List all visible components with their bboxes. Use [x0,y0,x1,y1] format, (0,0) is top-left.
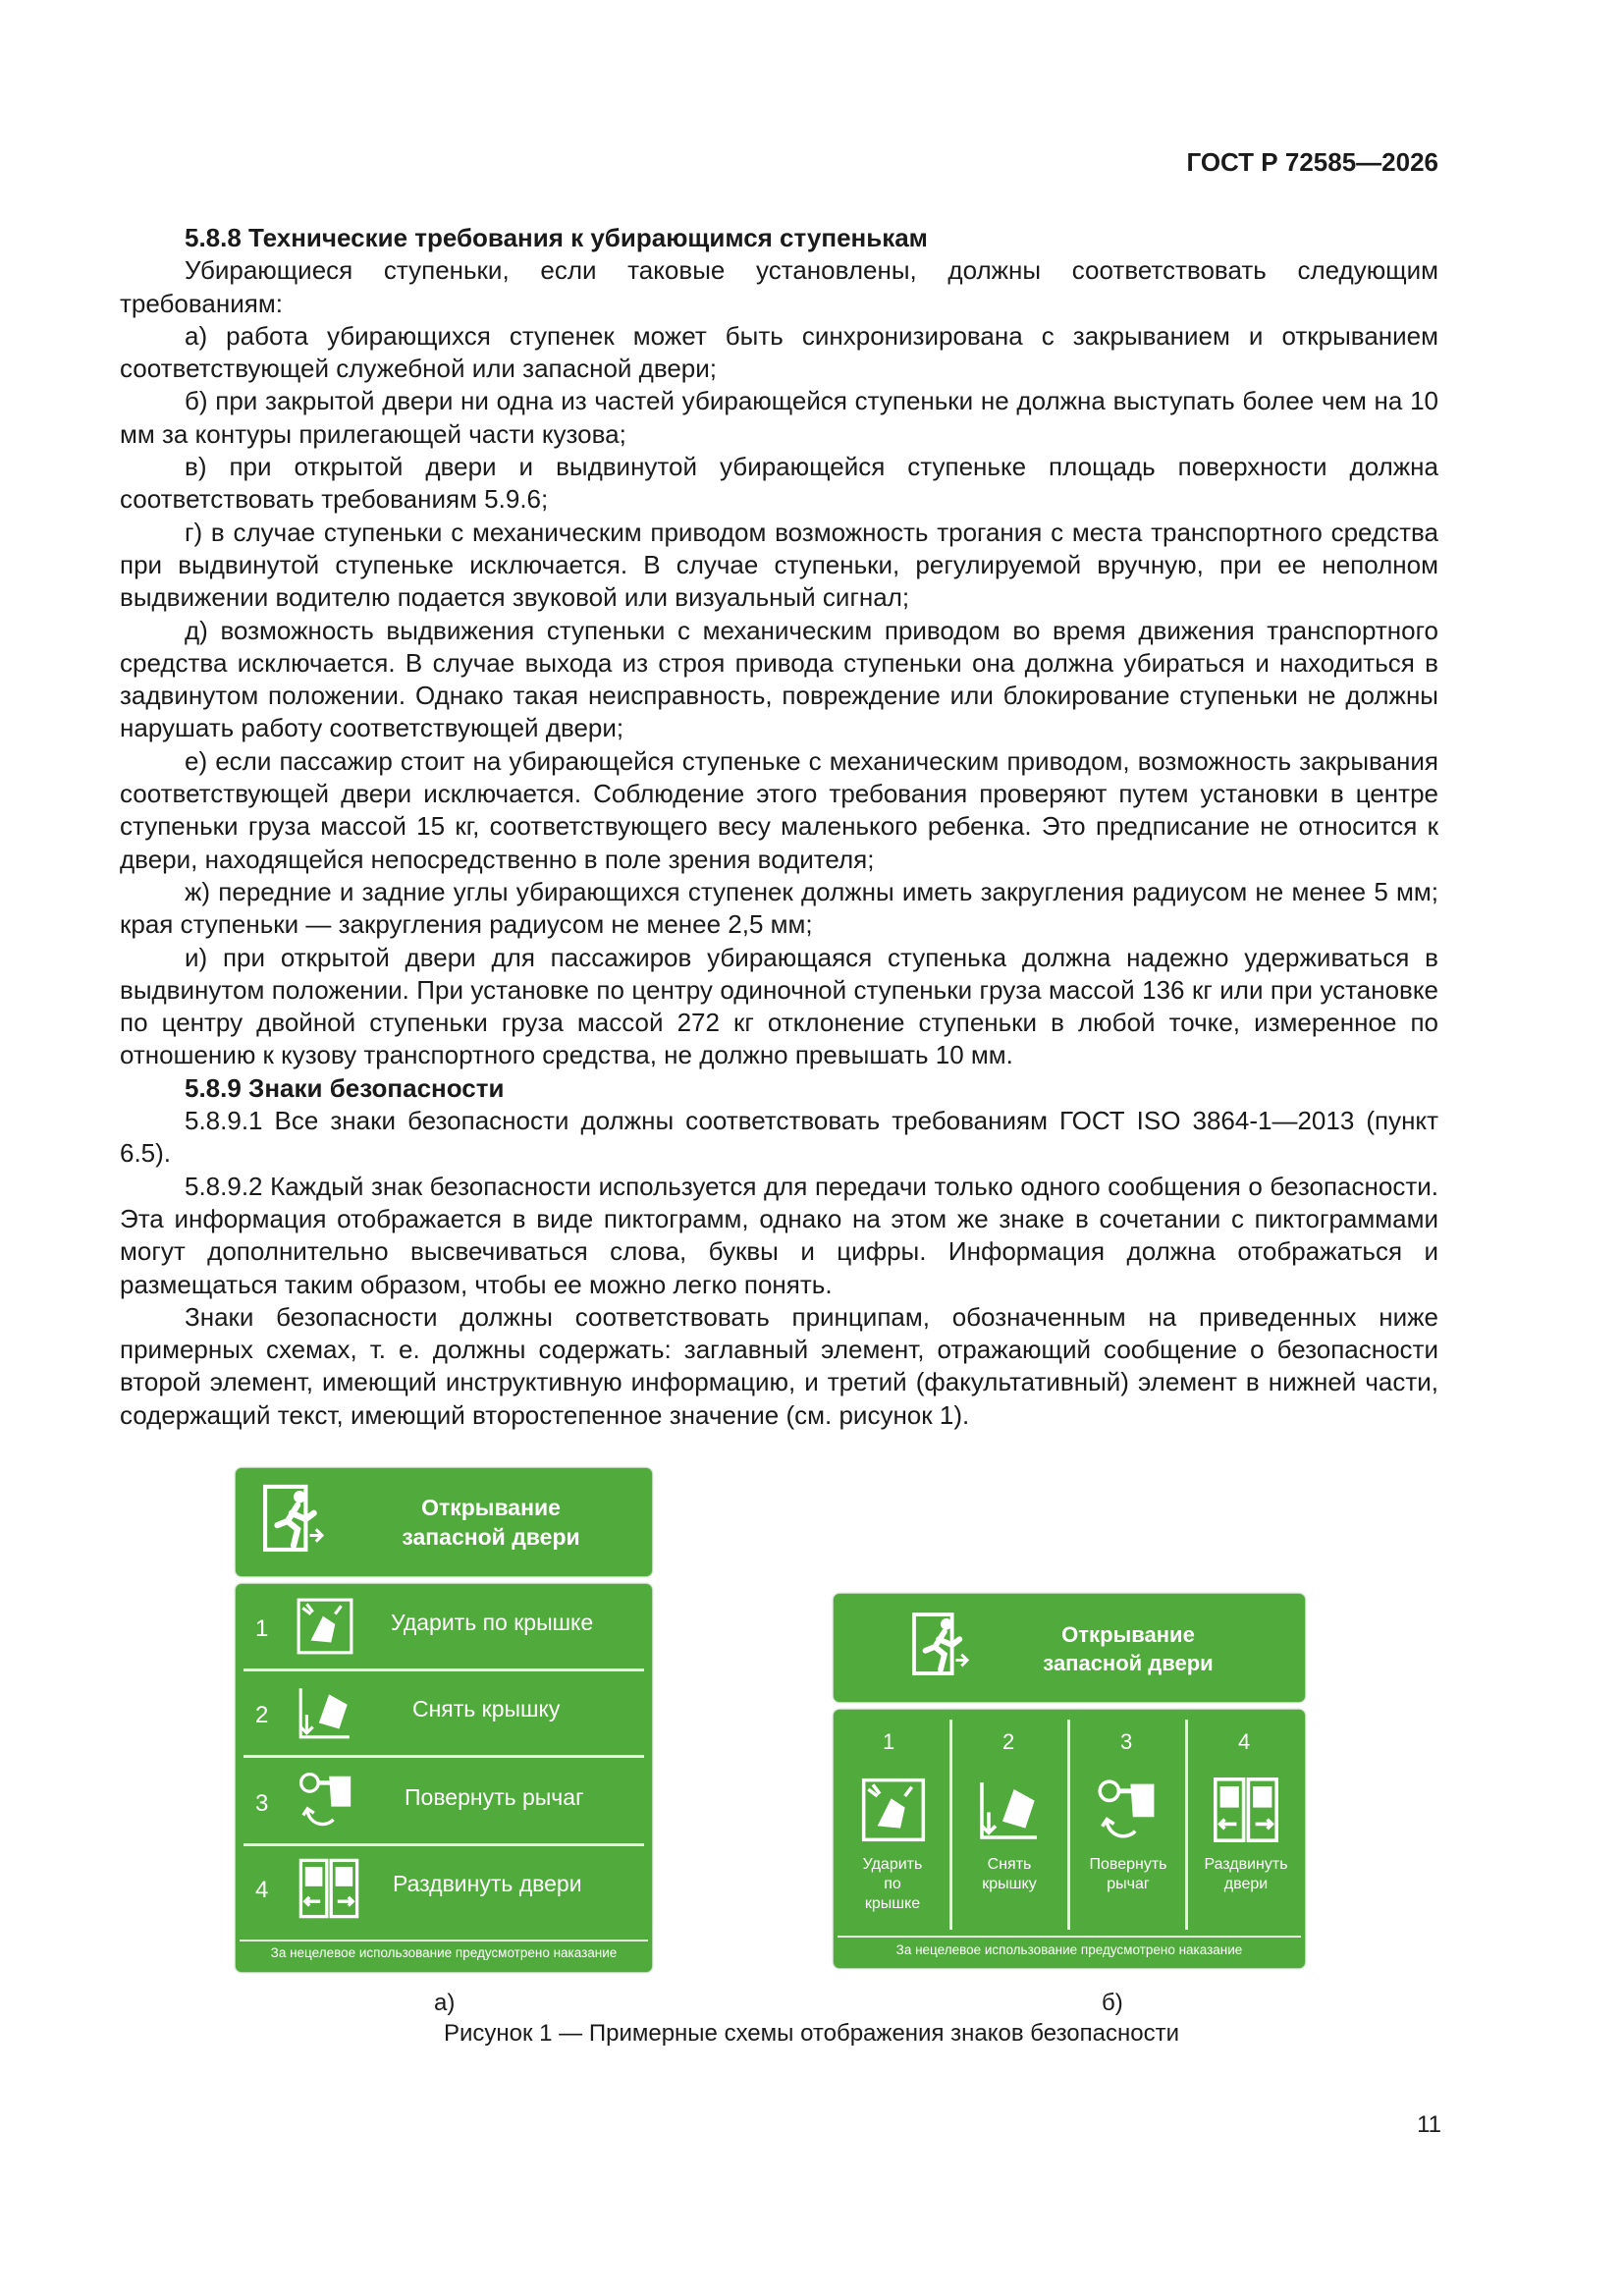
step-number: 1 [255,1615,269,1642]
emergency-exit-icon [263,1480,324,1560]
safety-sign-b [834,1594,1305,1968]
step-label: Раздвинуть двери [393,1871,582,1896]
sign-a-title-line1: Открывание [421,1495,561,1520]
figure-caption: Рисунок 1 — Примерные схемы отображения знаков безопасности [443,2020,1179,2047]
divider [1067,1720,1070,1930]
step-number: 2 [1002,1729,1015,1754]
divider [243,1755,644,1758]
paragraph: е) если пассажир стоит на убирающейся ступеньке с механическим приводом, возможность закрывания соответствующей двери исключается. Соблюдение этого требования проверяют путем установки в центре ступеньки груза массой 15 кг, соответствующего весу маленького ребенка. Это предписание не относится к двери, находящейся непосредственно в поле зрения водителя; [120,745,1438,874]
step-label: Ударить по крышке [862,1856,923,1912]
sign-b-title-block [834,1594,1305,1702]
sign-a-title [353,1494,628,1553]
sign-b-footer: За нецелевое использование предусмотрено наказание [895,1942,1243,1957]
sign-a-footer: За нецелевое использование предусмотрено наказание [270,1945,618,1960]
figure-label-a: а) [434,1990,456,2016]
step-label: Повернуть рычаг [1089,1856,1167,1892]
emergency-exit-icon [912,1608,969,1684]
sign-a-title-line2: запасной двери [402,1523,580,1550]
paragraph: а) работа убирающихся ступенек может быть синхронизирована с закрыванием и открыванием соответствующей служебной или запасной двери; [120,320,1438,384]
sign-b-steps-block [834,1710,1305,1968]
step-label: Повернуть рычаг [405,1784,584,1810]
divider [949,1720,952,1930]
footer-divider [240,1940,648,1941]
paragraph: и) при открытой двери для пассажиров убирающаяся ступенька должна надежно удерживаться в выдвинутом положении. При установке по центру одиночной ступеньки груза массой 136 кг или при установке по центру двойной ступеньки груза массой 272 кг отклонение ступеньки в любой точке, измеренное по отношению к кузову транспортного средства, не должно превышать 10 мм. [120,942,1438,1070]
hammer-hand-icon [859,1775,928,1845]
paragraph: в) при открытой двери и выдвинутой убирающейся ступеньке площадь поверхности должна соответствовать требованиям 5.9.6; [120,452,1438,515]
heading-5-8-8: 5.8.8 Технические требования к убирающимся ступенькам [185,223,928,252]
step-label: Снять крышку [982,1856,1037,1892]
step-number: 4 [1238,1729,1251,1754]
document-code: ГОСТ Р 72585—2026 [1186,147,1438,177]
sign-b-title [1001,1621,1256,1677]
sign-b-title-line2: запасной двери [1043,1650,1214,1675]
step-number: 3 [255,1790,269,1817]
step-number: 3 [1120,1729,1133,1754]
open-doors-icon [1211,1775,1281,1845]
paragraph: б) при закрытой двери ни одна из частей убирающейся ступеньки не должна выступать более чем на 10 мм за контуры прилегающей части кузова; [120,386,1438,449]
hammer-hand-icon [295,1592,355,1661]
open-doors-icon [297,1853,361,1924]
remove-cover-icon [295,1678,355,1747]
paragraph: д) возможность выдвижения ступеньки с механическим приводом во время движения транспортного средства исключается. В случае выхода из строя привода ступеньки она должна убираться и находиться в задвинутом положении. Однако такая неисправность, повреждение или блокирование ступеньки не должны нарушать работу соответствующей двери; [120,615,1438,743]
divider [243,1843,644,1846]
paragraph: ж) передние и задние углы убирающихся ступенек должны иметь закругления радиусом не менее 5 мм; края ступеньки — закругления радиусом не менее 2,5 мм; [120,876,1438,940]
heading-5-8-9: 5.8.9 Знаки безопасности [185,1072,505,1103]
safety-sign-a [236,1468,652,1972]
step-label: Ударить по крышке [391,1610,594,1635]
paragraph: 5.8.9.1 Все знаки безопасности должны соответствовать требованиям ГОСТ ISO 3864-1—2013 (пункт 6.5). [120,1106,1438,1169]
step-label: Снять крышку [412,1696,561,1722]
paragraph: Знаки безопасности должны соответствовать принципам, обозначенным на приведенных ниже примерных схемах, т. е. должны содержать: заглавный элемент, отражающий сообщение о безопасности второй элемент, имеющий инструктивную информацию, и третий (факультативный) элемент в нижней части, содержащий текст, имеющий второстепенное значение (см. рисунок 1). [120,1301,1438,1430]
step-number: 1 [883,1729,895,1754]
sign-a-title-block [236,1468,652,1576]
paragraph: г) в случае ступеньки с механическим приводом возможность трогания с места транспортного средства при выдвинутой ступеньке исключается. В случае ступеньки, регулируемой вручную, при ее неполном выдвижении водителю подается звуковой или визуальный сигнал; [120,517,1438,613]
step-label: Раздвинуть двери [1204,1856,1288,1892]
body-text [120,222,1438,1432]
turn-lever-icon [1093,1775,1163,1845]
figure-label-b: б) [1102,1990,1123,2016]
sign-b-title-line1: Открывание [1061,1622,1195,1647]
divider [1185,1720,1188,1930]
paragraph: 5.8.9.2 Каждый знак безопасности используется для передачи только одного сообщения о безопасности. Эта информация отображается в виде пиктограмм, однако на этом же знаке в сочетании с пиктограммами могут дополнительно высвечиваться слова, буквы и цифры. Информация должна отображаться и размещаться таким образом, чтобы ее можно легко понять. [120,1171,1438,1299]
paragraph: Убирающиеся ступеньки, если таковые установлены, должны соответствовать следующим требованиям: [120,255,1438,318]
page-number: 11 [1417,2111,1441,2138]
remove-cover-icon [975,1775,1044,1845]
footer-divider [838,1936,1301,1938]
step-number: 2 [255,1702,269,1728]
step-number: 4 [255,1877,269,1903]
divider [243,1668,644,1671]
turn-lever-icon [295,1765,359,1835]
sign-a-steps-block [236,1584,652,1972]
